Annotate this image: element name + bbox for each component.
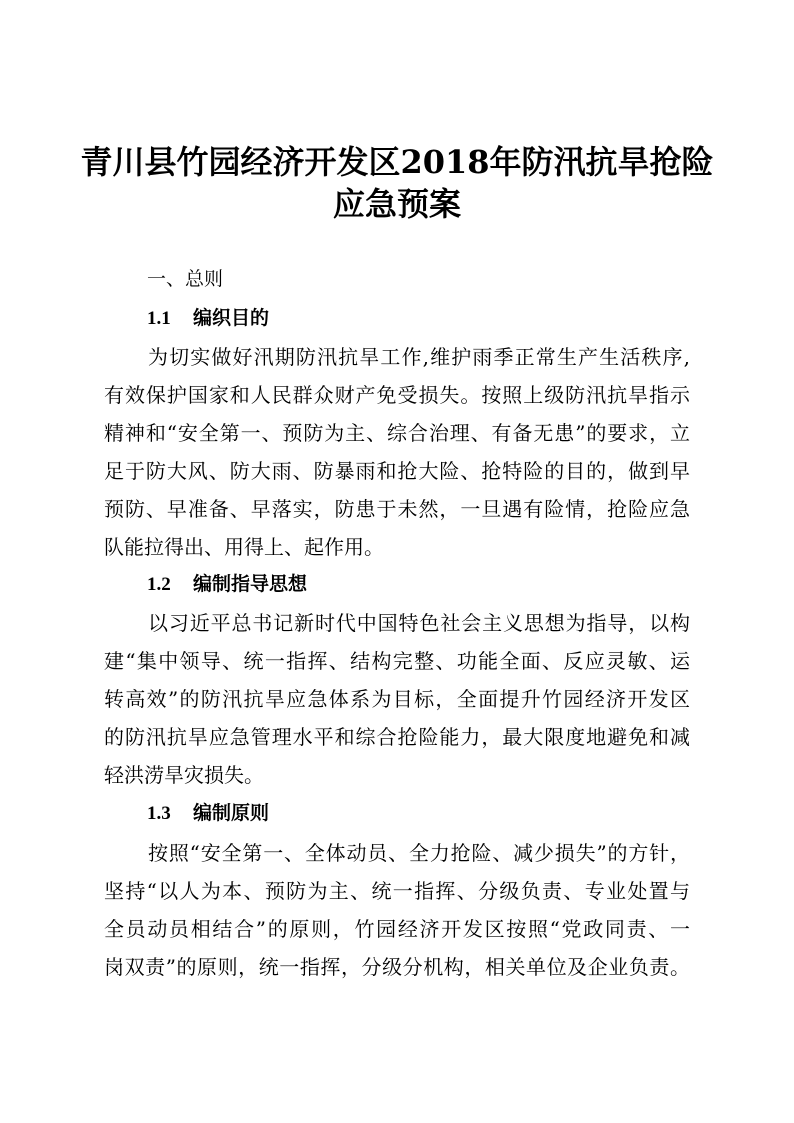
paragraph-line: 全员动员相结合”的原则，竹园经济开发区按照“党政同责、一	[104, 917, 690, 941]
subsection-label: 编制原则	[193, 802, 270, 824]
section-heading-general: 一、总则	[147, 268, 224, 290]
paragraph-line: 为切实做好汛期防汛抗旱工作,维护雨季正常生产生活秩序,	[148, 345, 690, 369]
subsection-number: 1.3	[147, 803, 171, 824]
subsection-heading-1-3	[147, 801, 269, 826]
subsection-number: 1.1	[147, 308, 171, 329]
paragraph-line: 队能拉得出、用得上、起作用。	[104, 535, 384, 559]
paragraph-line: 有效保护国家和人民群众财产免受损失。按照上级防汛抗旱指示	[104, 383, 690, 407]
document-title-line-1: 青川县竹园经济开发区2018年防汛抗旱抢险	[80, 143, 714, 181]
paragraph-line: 的防汛抗旱应急管理水平和综合抢险能力，最大限度地避免和减	[104, 725, 690, 749]
paragraph-line: 建“集中领导、统一指挥、结构完整、功能全面、反应灵敏、运	[104, 649, 690, 673]
subsection-label: 编织目的	[193, 307, 270, 329]
paragraph-line: 足于防大风、防大雨、防暴雨和抢大险、抢特险的目的，做到早	[104, 459, 690, 483]
paragraph-line: 岗双责”的原则，统一指挥，分级分机构，相关单位及企业负责。	[104, 955, 690, 979]
paragraph-line: 按照“安全第一、全体动员、全力抢险、减少损失”的方针，	[148, 841, 690, 865]
paragraph-line: 转高效”的防汛抗旱应急体系为目标，全面提升竹园经济开发区	[104, 687, 690, 711]
subsection-heading-1-2	[147, 572, 307, 597]
paragraph-line: 坚持“以人为本、预防为主、统一指挥、分级负责、专业处置与	[104, 879, 690, 903]
subsection-label: 编制指导思想	[193, 573, 308, 595]
paragraph-line: 轻洪涝旱灾损失。	[104, 763, 264, 787]
paragraph-line: 精神和“安全第一、预防为主、综合治理、有备无患”的要求，立	[104, 421, 690, 445]
subsection-heading-1-1	[147, 306, 269, 331]
document-title-line-2: 应急预案	[332, 185, 461, 223]
subsection-number: 1.2	[147, 574, 171, 595]
paragraph-line: 预防、早准备、早落实，防患于未然，一旦遇有险情，抢险应急	[104, 497, 690, 521]
paragraph-line: 以习近平总书记新时代中国特色社会主义思想为指导，以构	[148, 611, 690, 635]
